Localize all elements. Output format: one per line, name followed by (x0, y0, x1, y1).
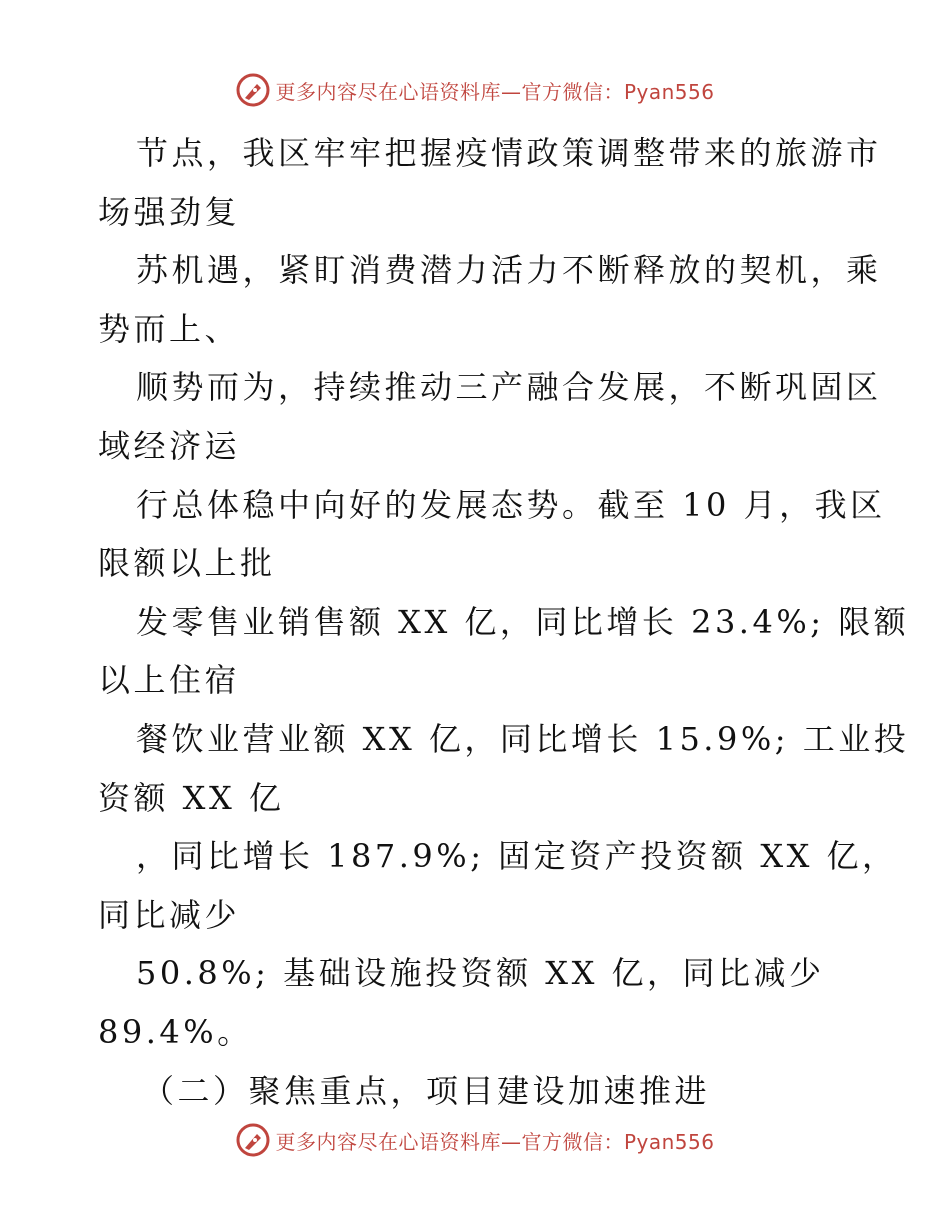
paragraph-line: 苏机遇，紧盯消费潜力活力不断释放的契机，乘 (136, 251, 882, 290)
paragraph-line: 域经济运 (98, 426, 241, 465)
header-banner (0, 70, 950, 110)
paragraph-line: 资额 XX 亿 (98, 778, 285, 817)
paragraph-line: 50.8%; 基础设施投资额 XX 亿，同比减少 (136, 954, 825, 993)
paragraph-line: 发零售业销售额 XX 亿，同比增长 23.4%; 限额 (136, 602, 910, 641)
paragraph-line: 餐饮业营业额 XX 亿，同比增长 15.9%; 工业投 (136, 719, 910, 758)
paragraph-line: 同比减少 (98, 895, 241, 934)
paragraph-line: 89.4%。 (98, 1012, 253, 1051)
paragraph-line: 行总体稳中向好的发展态势。截至 10 月，我区 (136, 485, 886, 524)
document-body (98, 124, 910, 1120)
section-heading: （二）聚焦重点，项目建设加速推进 (142, 1071, 711, 1110)
paragraph-line: 顺势而为，持续推动三产融合发展，不断巩固区 (136, 368, 882, 407)
paragraph-line: 以上住宿 (98, 661, 241, 700)
footer-banner-text: 更多内容尽在心语资料库—官方微信：Pyan556 (275, 1129, 715, 1154)
paragraph-line: 场强劲复 (98, 192, 241, 231)
footer-banner (0, 1120, 950, 1160)
pen-nib-circle-icon (235, 72, 271, 108)
paragraph-line: 限额以上批 (98, 544, 276, 583)
paragraph-line: ，同比增长 187.9%; 固定资产投资额 XX 亿， (136, 837, 898, 876)
paragraph-line: 节点，我区牢牢把握疫情政策调整带来的旅游市 (136, 134, 882, 172)
paragraph-line: 势而上、 (98, 309, 241, 348)
header-banner-text: 更多内容尽在心语资料库—官方微信：Pyan556 (275, 79, 715, 104)
pen-nib-circle-icon (235, 1122, 271, 1158)
